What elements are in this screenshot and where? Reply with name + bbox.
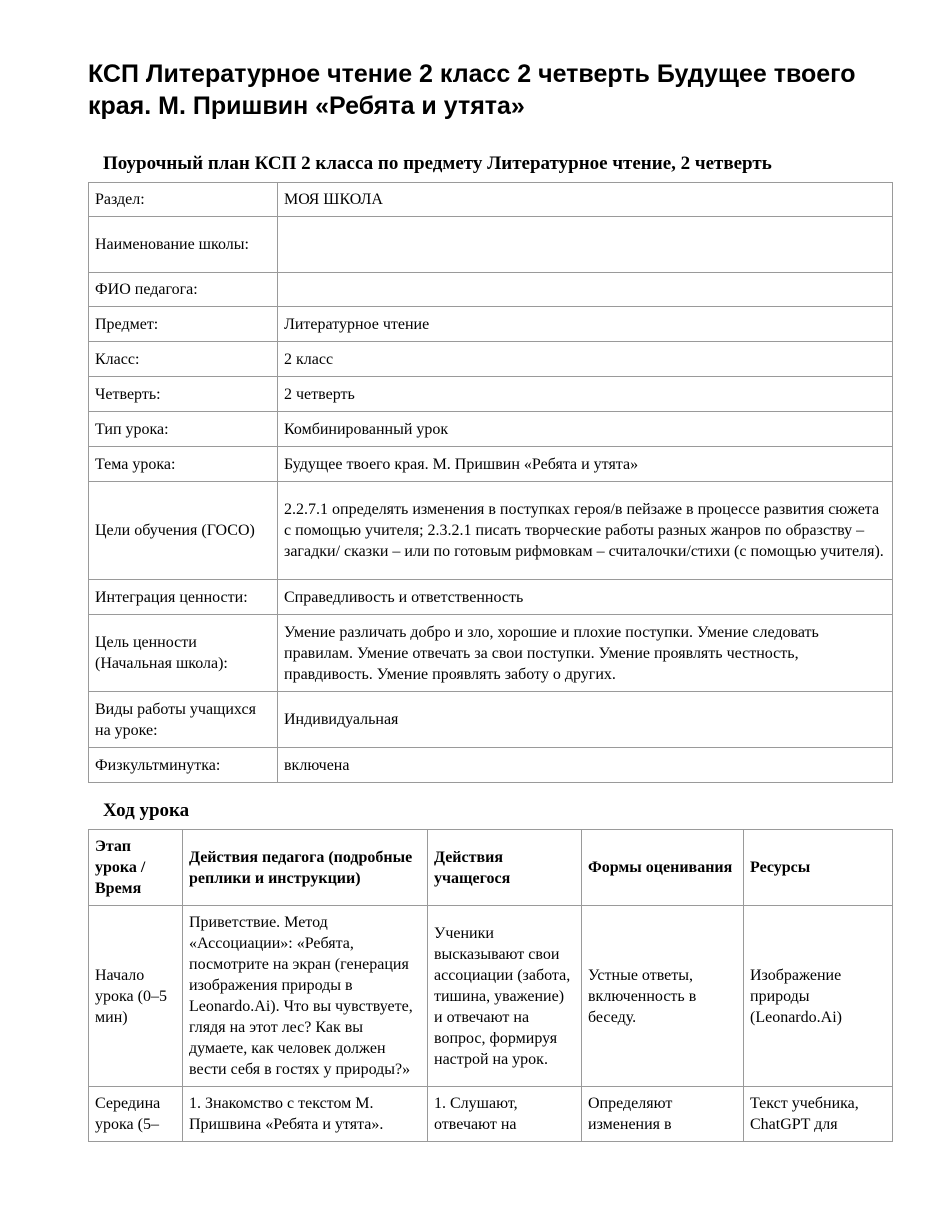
document-title: КСП Литературное чтение 2 класс 2 четверть Будущее твоего края. М. Пришвин «Ребята и утята» (88, 60, 856, 120)
lesson-cell-stage: Середина урока (5– (89, 1087, 183, 1142)
info-value: МОЯ ШКОЛА (278, 183, 893, 217)
lesson-row (89, 1087, 893, 1142)
lesson-cell-teacher: Приветствие. Метод «Ассоциации»: «Ребята, посмотрите на экран (генерация изображения природы в Leonardo.Ai). Что вы чувствуете, глядя на этот лес? Как вы думаете, как человек должен вести себя в гостях у природы?» (183, 906, 428, 1087)
lesson-cell-student: 1. Слушают, отвечают на (428, 1087, 582, 1142)
info-row (89, 273, 893, 307)
info-label: Тип урока: (89, 412, 278, 447)
info-value: Умение различать добро и зло, хорошие и плохие поступки. Умение следовать правилам. Умение отвечать за свои поступки. Умение проявлять честность, правдивость. Умение проявлять заботу о других. (278, 615, 893, 692)
info-label: Физкультминутка: (89, 748, 278, 783)
info-label: Наименование школы: (89, 217, 278, 273)
info-value: Литературное чтение (278, 307, 893, 342)
info-label: Четверть: (89, 377, 278, 412)
info-label: Класс: (89, 342, 278, 377)
info-value: Индивидуальная (278, 692, 893, 748)
info-row (89, 615, 893, 692)
column-header-stage: Этап урока / Время (89, 830, 183, 906)
info-value: 2 класс (278, 342, 893, 377)
info-value (278, 273, 893, 307)
info-row (89, 377, 893, 412)
column-header-teacher: Действия педагога (подробные реплики и инструкции) (183, 830, 428, 906)
info-value: Будущее твоего края. М. Пришвин «Ребята и утята» (278, 447, 893, 482)
info-label: Раздел: (89, 183, 278, 217)
info-row (89, 447, 893, 482)
lesson-cell-resources: Текст учебника, ChatGPT для (744, 1087, 893, 1142)
column-header-assessment: Формы оценивания (582, 830, 744, 906)
info-row (89, 580, 893, 615)
lesson-cell-assessment: Определяют изменения в (582, 1087, 744, 1142)
info-value: 2 четверть (278, 377, 893, 412)
info-label: Интеграция ценности: (89, 580, 278, 615)
info-value: 2.2.7.1 определять изменения в поступках героя/в пейзаже в процессе развития сюжета с помощью учителя; 2.3.2.1 писать творческие работы разных жанров по образству – загадки/ сказки – или по готовым рифмовкам – считалочки/стихи (с помощью учителя). (278, 482, 893, 580)
info-row (89, 748, 893, 783)
info-row (89, 342, 893, 377)
lesson-flow-table (88, 829, 893, 1142)
lesson-info-table (88, 182, 893, 783)
info-row (89, 412, 893, 447)
info-value: Комбинированный урок (278, 412, 893, 447)
info-row (89, 692, 893, 748)
lesson-cell-student: Ученики высказывают свои ассоциации (забота, тишина, уважение) и отвечают на вопрос, формируя настрой на урок. (428, 906, 582, 1087)
column-header-resources: Ресурсы (744, 830, 893, 906)
info-value: Справедливость и ответственность (278, 580, 893, 615)
info-label: Предмет: (89, 307, 278, 342)
info-value (278, 217, 893, 273)
info-row (89, 482, 893, 580)
info-label: Цель ценности (Начальная школа): (89, 615, 278, 692)
column-header-student: Действия учащегося (428, 830, 582, 906)
info-label: Виды работы учащихся на уроке: (89, 692, 278, 748)
lesson-row (89, 906, 893, 1087)
lesson-cell-assessment: Устные ответы, включенность в беседу. (582, 906, 744, 1087)
info-row (89, 307, 893, 342)
info-row (89, 217, 893, 273)
lesson-cell-teacher: 1. Знакомство с текстом М. Пришвина «Ребята и утята». (183, 1087, 428, 1142)
info-value: включена (278, 748, 893, 783)
lesson-cell-resources: Изображение природы (Leonardo.Ai) (744, 906, 893, 1087)
lesson-flow-heading: Ход урока (103, 800, 190, 821)
info-row (89, 183, 893, 217)
document-subtitle: Поурочный план КСП 2 класса по предмету Литературное чтение, 2 четверть (103, 153, 772, 174)
lesson-flow-header-row (89, 830, 893, 906)
info-label: ФИО педагога: (89, 273, 278, 307)
lesson-cell-stage: Начало урока (0–5 мин) (89, 906, 183, 1087)
info-label: Цели обучения (ГОСО) (89, 482, 278, 580)
info-label: Тема урока: (89, 447, 278, 482)
document-page (88, 58, 893, 1142)
